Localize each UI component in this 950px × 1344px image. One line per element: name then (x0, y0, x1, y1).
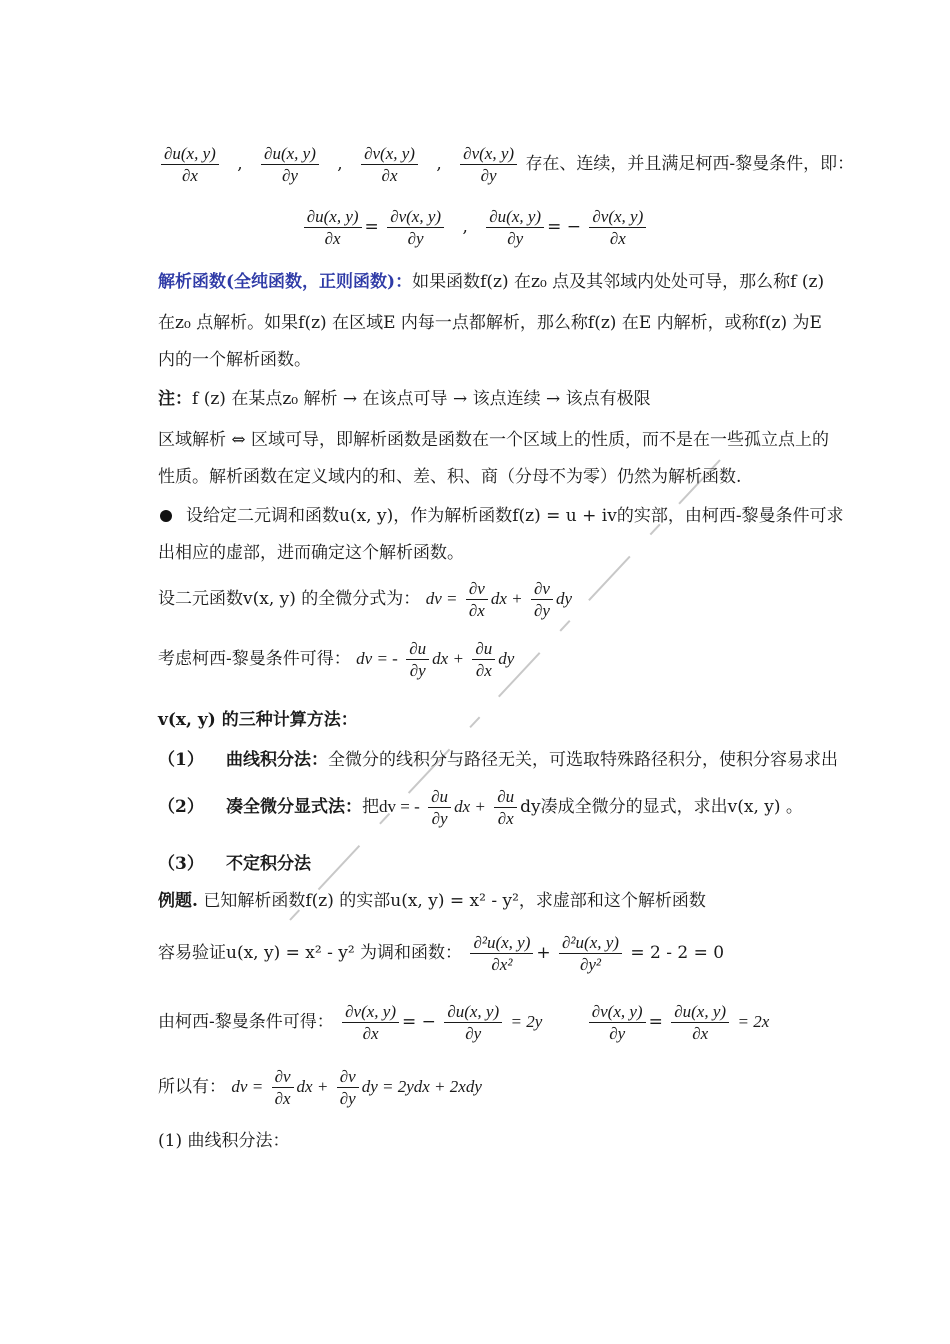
method-2-line: （2） 凑全微分显式法：把dv = - $\frac{\partial u}{\partial y}$ dx + $\frac{\partial u}{\partial x}$ dy凑成全微分的显式，求出v(x, y) 。 (158, 787, 803, 828)
ex-frac-du-dy: $\frac{\partial u(x, y)}{\partial y}$ (444, 1003, 502, 1042)
bullet-line2: 出相应的虚部，进而确定这个解析函数。 (158, 543, 464, 563)
note-line: 注：f (z) 在某点z₀ 解析 → 在该点可导 → 该点连续 → 该点有极限 (158, 389, 651, 409)
example-cr-line: 由柯西-黎曼条件可得： $\frac{\partial v(x, y)}{\partial x}$ = − $\frac{\partial u(x, y)}{\partial y}$ = 2y $\frac{\partial v(x, y)}{\partial y}$ = $\frac{\partial u(x, y)}{\partial x}$ = 2x (158, 1002, 770, 1043)
eq-frac-a: $\frac{\partial u(x, y)}{\partial x}$ (304, 208, 362, 247)
region-line2: 性质。解析函数在定义域内的和、差、积、商（分母不为零）仍然为解析函数. (158, 467, 742, 487)
analytic-def-line1: 解析函数(全纯函数，正则函数)：如果函数f(z) 在z₀ 点及其邻域内处处可导，那么称f (z) (158, 272, 825, 292)
harmonic-verify-line: 容易验证u(x, y) = x² - y² 为调和函数： $\frac{\text{∂²u(x, y)}}{\text{∂x²}}$ + $\frac{\text{∂²u(x, y)}}{\text{∂y²}}$ = 2 - 2 = 0 (158, 933, 725, 974)
method-3-line: （3） 不定积分法 (158, 854, 311, 874)
second-partial-y: $\frac{\text{∂²u(x, y)}}{\text{∂y²}}$ (559, 934, 622, 973)
cr-partials-line: $\frac{\partial u(x, y)}{\partial x}$ , $\frac{\partial u(x, y)}{\partial y}$ , $\frac{\partial v(x, y)}{\partial x}$ , $\frac{\partial v(x, y)}{\partial y}$ 存在、连续，并且满足柯西-黎曼条件，即： (158, 145, 910, 184)
cd-frac-du-dy: $\frac{\partial u}{\partial y}$ (406, 640, 429, 679)
note-label: 注： (158, 389, 192, 409)
td-frac-dv-dx: $\frac{\partial v}{\partial x}$ (466, 580, 488, 619)
ex-frac-dv-dy: $\frac{\partial v(x, y)}{\partial y}$ (589, 1003, 646, 1042)
so-frac-dv-dy: $\frac{\partial v}{\partial y}$ (337, 1068, 359, 1107)
bullet-line1: 设给定二元调和函数u(x, y)，作为解析函数f(z) = u + iv的实部，由柯西-黎曼条件可求 (158, 508, 910, 525)
eq-frac-d: $\frac{\partial v(x, y)}{\partial x}$ (589, 208, 646, 247)
fraction-dv-dy: $\frac{\partial v(x, y)}{\partial y}$ (460, 145, 517, 184)
curve-integral-line: (1) 曲线积分法： (158, 1131, 290, 1151)
cauchy-riemann-equations: $\frac{\partial u(x, y)}{\partial x}$ = $\frac{\partial v(x, y)}{\partial y}$ , $\frac{\partial u(x, y)}{\partial y}$ = − $\frac{\partial v(x, y)}{\partial x}$ (0, 208, 950, 247)
cd-frac-du-dx: $\frac{\partial u}{\partial x}$ (472, 640, 495, 679)
methods-heading: v(x, y) 的三种计算方法： (158, 710, 358, 730)
fraction-dv-dx: $\frac{\partial v(x, y)}{\partial x}$ (361, 145, 418, 184)
example-label: 例题. (158, 891, 198, 911)
cr-partials-text: 存在、连续，并且满足柯西-黎曼条件，即： (525, 154, 855, 174)
eq-frac-b: $\frac{\partial v(x, y)}{\partial y}$ (387, 208, 444, 247)
second-partial-x: $\frac{\text{∂²u(x, y)}}{\text{∂x²}}$ (470, 934, 533, 973)
analytic-def-heading: 解析函数(全纯函数，正则函数)： (158, 272, 413, 292)
region-line1: 区域解析 ⇔ 区域可导，即解析函数是函数在一个区域上的性质，而不是在一些孤立点上的 (158, 430, 830, 450)
eq-frac-c: $\frac{\partial u(x, y)}{\partial y}$ (486, 208, 544, 247)
td-frac-dv-dy: $\frac{\partial v}{\partial y}$ (531, 580, 553, 619)
bullet-icon (160, 510, 172, 522)
example-line: 例题. 已知解析函数f(z) 的实部u(x, y) = x² - y²，求虚部和这个解析函数 (158, 891, 706, 911)
ex-frac-dv-dx: $\frac{\partial v(x, y)}{\partial x}$ (342, 1003, 399, 1042)
cr-differential-line: 考虑柯西-黎曼条件可得： dv = - $\frac{\partial u}{\partial y}$ dx + $\frac{\partial u}{\partial x}$ dy (158, 639, 515, 680)
analytic-def-line3: 内的一个解析函数。 (158, 350, 311, 370)
analytic-def-line2: 在z₀ 点解析。如果f(z) 在区域E 内每一点都解析，那么称f(z) 在E 内解析，或称f(z) 为E (158, 313, 822, 333)
m2-frac-du-dx: $\frac{\partial u}{\partial x}$ (494, 788, 517, 827)
method-1-line: （1） 曲线积分法：全微分的线积分与路径无关，可选取特殊路径积分，使积分容易求出 (158, 750, 838, 770)
so-line: 所以有： dv = $\frac{\partial v}{\partial x}$ dx + $\frac{\partial v}{\partial y}$ dy = 2ydx + 2xdy (158, 1067, 482, 1108)
m2-frac-du-dy: $\frac{\partial u}{\partial y}$ (428, 788, 451, 827)
so-frac-dv-dx: $\frac{\partial v}{\partial x}$ (272, 1068, 294, 1107)
ex-frac-du-dx: $\frac{\partial u(x, y)}{\partial x}$ (671, 1003, 729, 1042)
fraction-du-dy: $\frac{\partial u(x, y)}{\partial y}$ (261, 145, 319, 184)
total-differential-line: 设二元函数v(x, y) 的全微分式为： dv = $\frac{\partial v}{\partial x}$ dx + $\frac{\partial v}{\partial y}$ dy (158, 579, 573, 620)
fraction-du-dx: $\frac{\partial u(x, y)}{\partial x}$ (161, 145, 219, 184)
